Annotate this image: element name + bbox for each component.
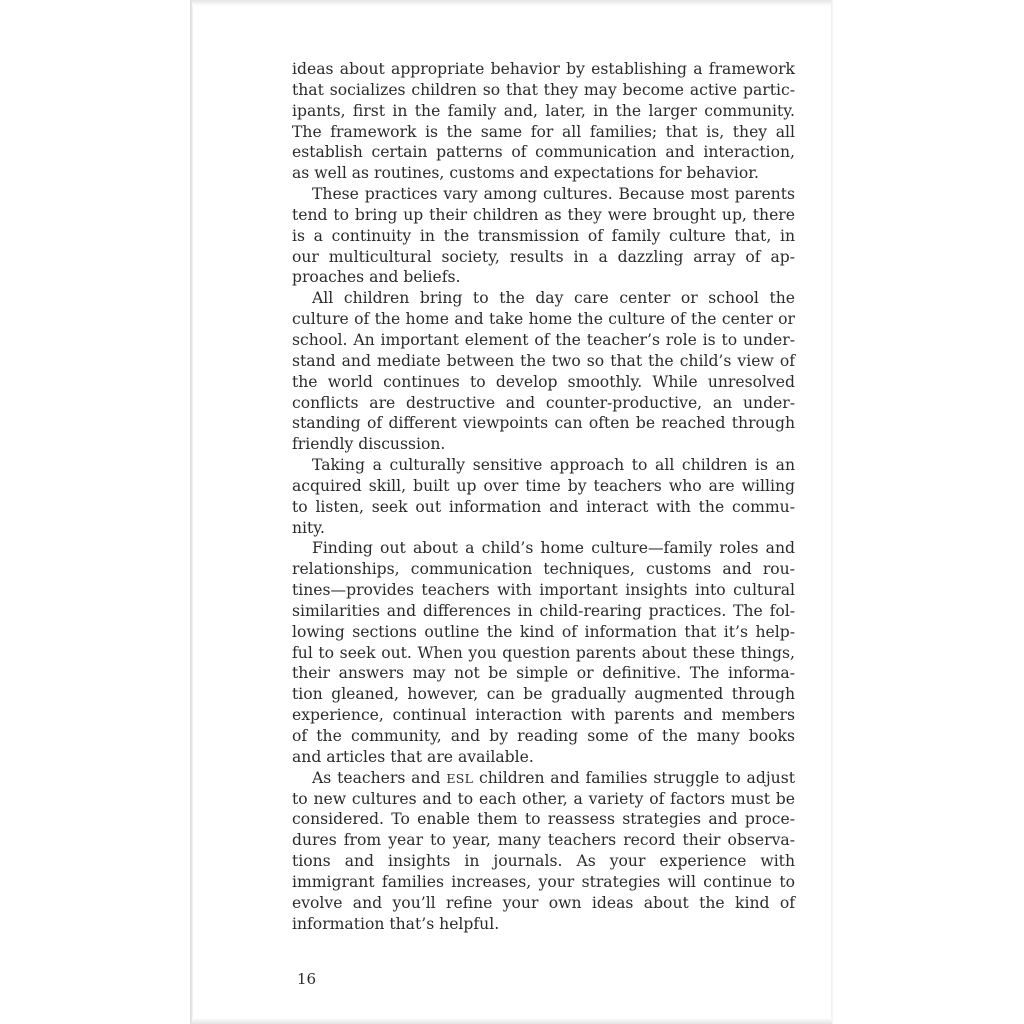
paragraph-3	[292, 288, 795, 455]
text-line: evolve and you’ll refine your own ideas about the kind of	[292, 893, 795, 912]
page-number: 16	[297, 970, 317, 988]
text-line: conflicts are destructive and counter-productive, an under-	[292, 393, 795, 412]
text-line: ipants, first in the family and, later, in the larger community.	[292, 101, 795, 120]
paragraph-1	[292, 59, 795, 184]
page-left-edge	[190, 0, 193, 1024]
text-line: school. An important element of the teacher’s role is to under-	[292, 330, 795, 349]
text-line: relationships, communication techniques, customs and rou-	[292, 560, 795, 579]
text-line: stand and mediate between the two so that the child’s view of	[292, 351, 795, 370]
esl-abbreviation: ESL	[446, 770, 474, 786]
text-line: as well as routines, customs and expectations for behavior.	[292, 164, 759, 183]
text-line: The framework is the same for all families; that is, they all	[292, 122, 795, 141]
text-line: is a continuity in the transmission of family culture that, in	[292, 226, 795, 245]
text-line: friendly discussion.	[292, 435, 446, 454]
text-line: information that’s helpful.	[292, 914, 500, 933]
text-line: Finding out about a child’s home culture—family roles and	[312, 539, 795, 558]
text-line: establish certain patterns of communication and interaction,	[292, 143, 795, 162]
text-line: the world continues to develop smoothly. While unresolved	[292, 372, 795, 391]
text-line: culture of the home and take home the culture of the center or	[292, 310, 795, 329]
text-line: acquired skill, built up over time by teachers who are willing	[292, 476, 795, 495]
text-line: lowing sections outline the kind of information that it’s help-	[292, 622, 795, 641]
text-fragment: As teachers and	[312, 768, 441, 787]
text-line: tines—provides teachers with important insights into cultural	[292, 581, 795, 600]
text-line: immigrant families increases, your strategies will continue to	[292, 872, 795, 891]
text-line: that socializes children so that they may become active partic-	[292, 80, 795, 99]
text-line: standing of different viewpoints can often be reached through	[292, 414, 795, 433]
text-line: tion gleaned, however, can be gradually augmented through	[292, 685, 795, 704]
text-line: dures from year to year, many teachers record their observa-	[292, 831, 795, 850]
body-text	[292, 59, 795, 934]
paragraph-6	[292, 768, 795, 935]
page-right-edge	[831, 0, 833, 1024]
text-line: proaches and beliefs.	[292, 268, 461, 287]
page-bottom-edge	[192, 1018, 832, 1024]
paragraph-4	[292, 455, 795, 538]
text-line: our multicultural society, results in a dazzling array of ap-	[292, 247, 795, 266]
paragraph-2	[292, 184, 795, 288]
text-line: Taking a culturally sensitive approach to all children is an	[312, 456, 795, 475]
text-line: tions and insights in journals. As your experience with	[292, 852, 795, 871]
text-line: ideas about appropriate behavior by establishing a framework	[292, 60, 795, 78]
text-line: considered. To enable them to reassess strategies and proce-	[292, 810, 795, 829]
text-line: experience, continual interaction with parents and members	[292, 706, 795, 725]
text-line: nity.	[292, 518, 325, 537]
text-line: and articles that are available.	[292, 747, 534, 766]
text-line: similarities and differences in child-rearing practices. The fol-	[292, 601, 795, 620]
text-line: their answers may not be simple or definitive. The informa-	[292, 664, 795, 683]
paragraph-5	[292, 538, 795, 767]
page-top-edge	[192, 0, 832, 6]
text-line: These practices vary among cultures. Because most parents	[312, 185, 795, 204]
text-line: ful to seek out. When you question parents about these things,	[292, 643, 795, 662]
text-line: to new cultures and to each other, a variety of factors must be	[292, 789, 795, 808]
text-line: of the community, and by reading some of the many books	[292, 727, 795, 745]
text-line	[292, 768, 795, 789]
text-fragment: children and families struggle to adjust	[479, 768, 795, 787]
text-line: tend to bring up their children as they were brought up, there	[292, 205, 795, 224]
text-line: All children bring to the day care center or school the	[312, 289, 795, 308]
text-line: to listen, seek out information and interact with the commu-	[292, 497, 795, 516]
